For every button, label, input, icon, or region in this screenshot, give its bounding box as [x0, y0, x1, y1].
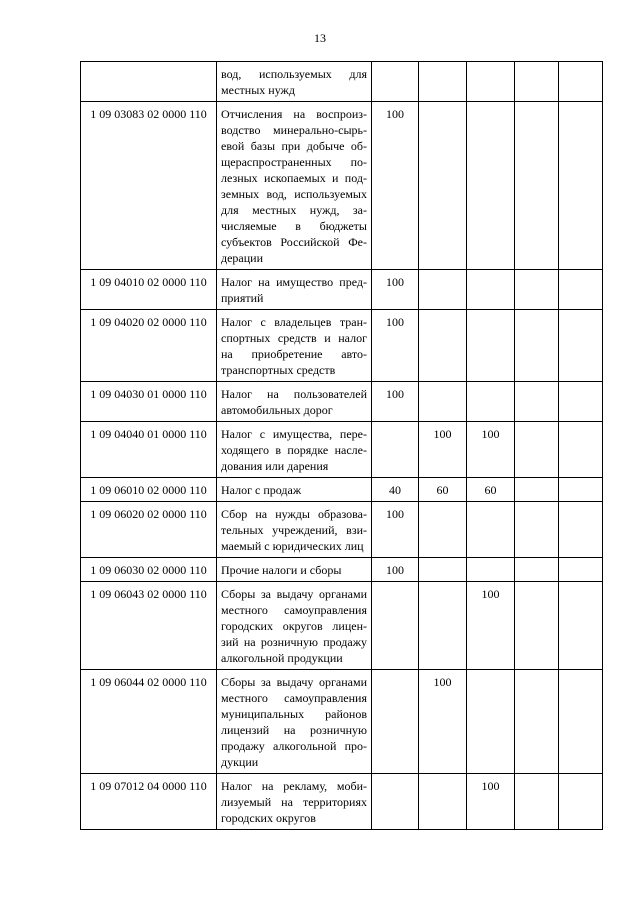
value-cell-2: 100 [419, 670, 467, 774]
value-cell-2 [419, 62, 467, 102]
value-cell-4 [515, 478, 559, 502]
value-cell-5 [559, 502, 603, 558]
value-cell-5 [559, 270, 603, 310]
budget-code-cell: 1 09 04010 02 0000 110 [81, 270, 217, 310]
value-cell-2 [419, 382, 467, 422]
table-row [81, 382, 603, 422]
budget-code-cell: 1 09 06030 02 0000 110 [81, 558, 217, 582]
budget-code-cell: 1 09 03083 02 0000 110 [81, 102, 217, 270]
value-cell-1: 100 [372, 270, 419, 310]
value-cell-4 [515, 558, 559, 582]
value-cell-1: 40 [372, 478, 419, 502]
table-row [81, 558, 603, 582]
value-cell-1: 100 [372, 382, 419, 422]
value-cell-5 [559, 478, 603, 502]
revenue-name-cell: Налог на рекламу, мобилизуемый на территориях городских округов [217, 774, 372, 830]
table-row [81, 670, 603, 774]
value-cell-1 [372, 670, 419, 774]
value-cell-3: 60 [467, 478, 515, 502]
table-row [81, 478, 603, 502]
value-cell-3: 100 [467, 582, 515, 670]
value-cell-3 [467, 102, 515, 270]
value-cell-3: 100 [467, 422, 515, 478]
budget-code-cell: 1 09 04040 01 0000 110 [81, 422, 217, 478]
table-row [81, 774, 603, 830]
revenue-name-cell: Налог с владельцев транспортных средств и налог на приобретение автотранспортных средств [217, 310, 372, 382]
value-cell-5 [559, 382, 603, 422]
table-body [81, 62, 603, 830]
value-cell-1: 100 [372, 102, 419, 270]
table-row [81, 422, 603, 478]
table-row [81, 102, 603, 270]
value-cell-3: 100 [467, 774, 515, 830]
value-cell-4 [515, 502, 559, 558]
value-cell-4 [515, 582, 559, 670]
budget-code-cell: 1 09 06010 02 0000 110 [81, 478, 217, 502]
value-cell-2 [419, 102, 467, 270]
value-cell-2 [419, 502, 467, 558]
table-row [81, 582, 603, 670]
value-cell-4 [515, 422, 559, 478]
value-cell-1 [372, 62, 419, 102]
revenue-name-cell: вод, используемых для местных нужд [217, 62, 372, 102]
budget-code-cell: 1 09 06044 02 0000 110 [81, 670, 217, 774]
table-row [81, 270, 603, 310]
value-cell-4 [515, 382, 559, 422]
budget-code-cell: 1 09 06020 02 0000 110 [81, 502, 217, 558]
revenue-name-cell: Налог на имущество предприятий [217, 270, 372, 310]
revenue-name-cell: Прочие налоги и сборы [217, 558, 372, 582]
budget-code-cell: 1 09 04020 02 0000 110 [81, 310, 217, 382]
revenue-name-cell: Сбор на нужды образовательных учреждений, взимаемый с юридических лиц [217, 502, 372, 558]
value-cell-5 [559, 558, 603, 582]
value-cell-5 [559, 670, 603, 774]
value-cell-1 [372, 774, 419, 830]
value-cell-2: 60 [419, 478, 467, 502]
value-cell-4 [515, 310, 559, 382]
value-cell-2 [419, 582, 467, 670]
value-cell-1: 100 [372, 502, 419, 558]
value-cell-5 [559, 102, 603, 270]
value-cell-3 [467, 670, 515, 774]
value-cell-3 [467, 502, 515, 558]
value-cell-2 [419, 774, 467, 830]
value-cell-1: 100 [372, 310, 419, 382]
revenue-name-cell: Налог с имущества, переходящего в порядке наследования или дарения [217, 422, 372, 478]
value-cell-1: 100 [372, 558, 419, 582]
value-cell-3 [467, 270, 515, 310]
value-cell-5 [559, 310, 603, 382]
value-cell-3 [467, 62, 515, 102]
value-cell-4 [515, 270, 559, 310]
revenue-name-cell: Отчисления на воспроизводство минерально-сырьевой базы при добыче общераспространенных полезных ископаемых и подземных вод, используемых для местных нужд, зачисляемые в бюджеты субъектов Российской Федерации [217, 102, 372, 270]
value-cell-2 [419, 558, 467, 582]
value-cell-5 [559, 774, 603, 830]
value-cell-4 [515, 102, 559, 270]
page-number: 13 [314, 31, 326, 45]
table-row [81, 310, 603, 382]
budget-code-cell: 1 09 04030 01 0000 110 [81, 382, 217, 422]
value-cell-5 [559, 582, 603, 670]
budget-code-cell [81, 62, 217, 102]
revenue-name-cell: Налог с продаж [217, 478, 372, 502]
budget-code-cell: 1 09 07012 04 0000 110 [81, 774, 217, 830]
revenue-distribution-table [80, 61, 603, 830]
revenue-name-cell: Налог на пользователей автомобильных дорог [217, 382, 372, 422]
value-cell-5 [559, 62, 603, 102]
value-cell-4 [515, 670, 559, 774]
value-cell-3 [467, 558, 515, 582]
budget-code-cell: 1 09 06043 02 0000 110 [81, 582, 217, 670]
revenue-name-cell: Сборы за выдачу органами местного самоуправления муниципальных районов лицензий на розничную продажу алкогольной продукции [217, 670, 372, 774]
value-cell-3 [467, 310, 515, 382]
table-row [81, 62, 603, 102]
value-cell-2 [419, 310, 467, 382]
value-cell-1 [372, 582, 419, 670]
table-row [81, 502, 603, 558]
value-cell-2 [419, 270, 467, 310]
value-cell-4 [515, 62, 559, 102]
value-cell-2: 100 [419, 422, 467, 478]
value-cell-1 [372, 422, 419, 478]
value-cell-5 [559, 422, 603, 478]
value-cell-4 [515, 774, 559, 830]
value-cell-3 [467, 382, 515, 422]
revenue-name-cell: Сборы за выдачу органами местного самоуправления городских округов лицензий на розничную продажу алкогольной продукции [217, 582, 372, 670]
